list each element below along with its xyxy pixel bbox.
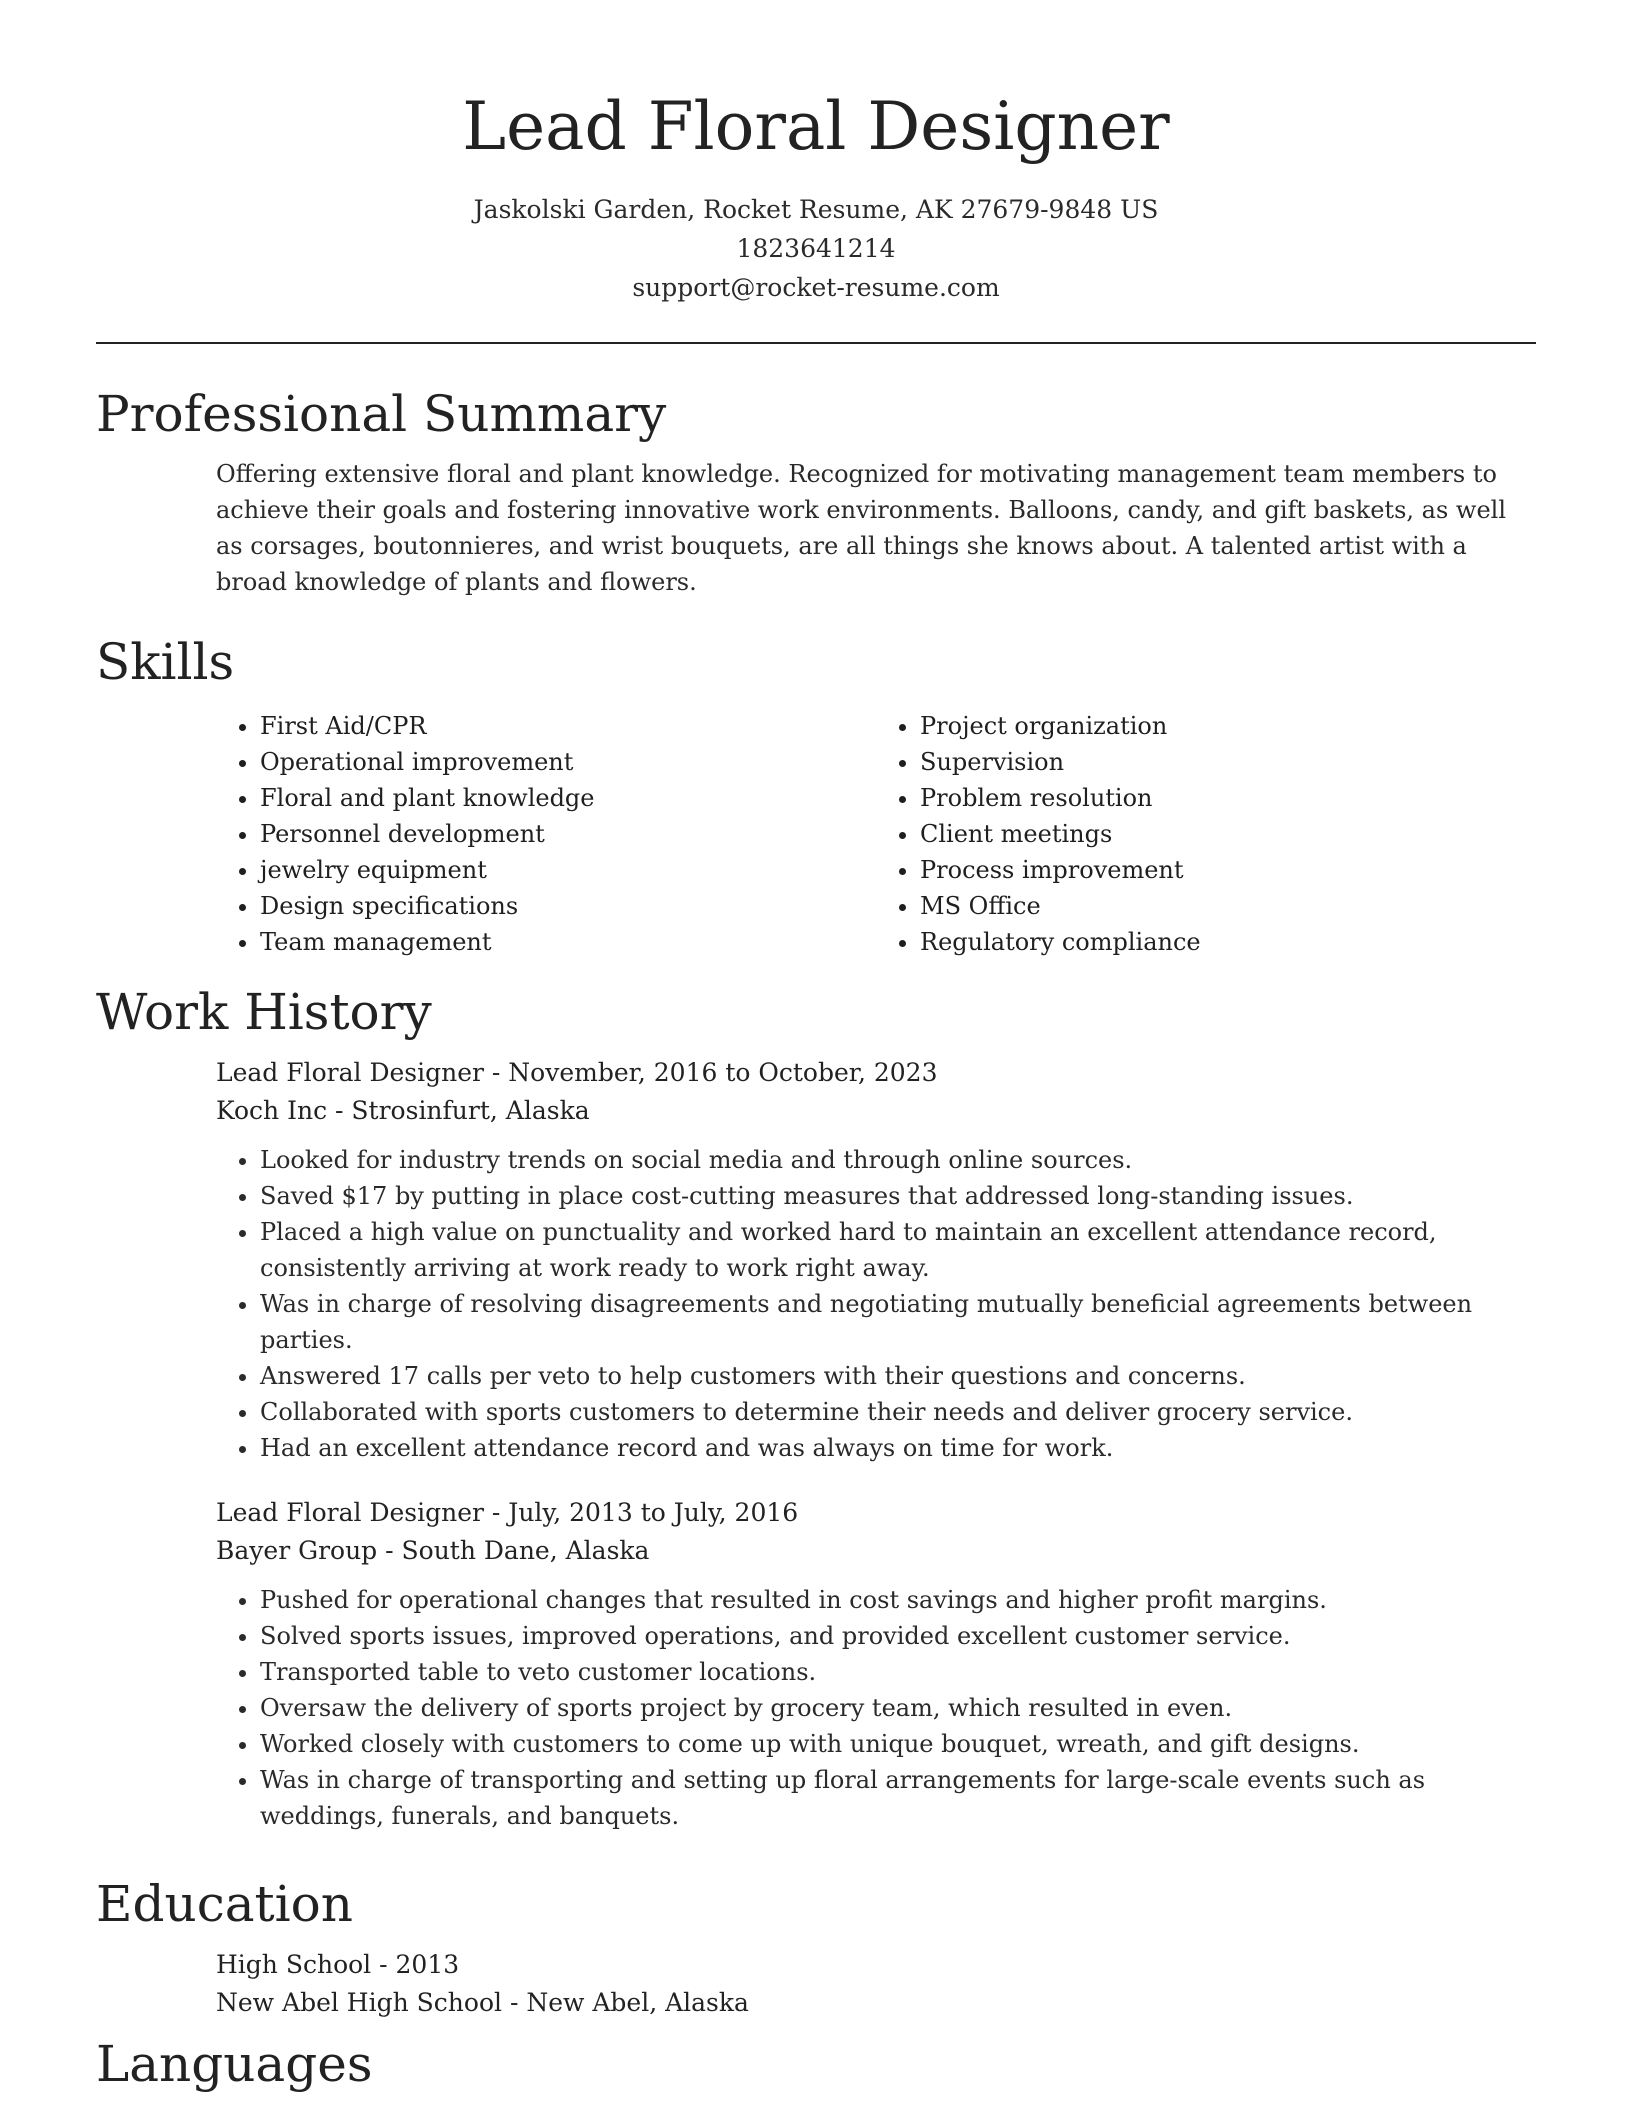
skill-item: • Supervision: [920, 744, 1536, 780]
job-bullet: • Was in charge of transporting and setting up floral arrangements for large-scale events such as weddings, funerals, and banquets.: [260, 1762, 1530, 1834]
skill-item: • MS Office: [920, 888, 1536, 924]
resume-header: [0, 0, 1632, 307]
skills-list: [216, 708, 1536, 960]
education-heading: Education: [96, 1875, 353, 1933]
summary-text: Offering extensive floral and plant knowledge. Recognized for motivating management team members to achieve their goals and fostering innovative work environments. Balloons, candy, and gift baskets, as well as corsages, boutonnieres, and wrist bouquets, are all things she knows about. A talented artist with a broad knowledge of plants and flowers.: [216, 460, 1506, 596]
resume-content: [96, 372, 1536, 2106]
skill-item: • Regulatory compliance: [920, 924, 1536, 960]
education-degree-line: [216, 1946, 1536, 1984]
job-location: - South Dane, Alaska: [377, 1536, 650, 1565]
contact-email: support@rocket-resume.com: [632, 273, 1000, 302]
skill-item: • jewelry equipment: [260, 852, 876, 888]
skill-item: • Design specifications: [260, 888, 876, 924]
job-bullet: • Pushed for operational changes that resulted in cost savings and higher profit margins.: [260, 1582, 1530, 1618]
summary-heading: Professional Summary: [96, 385, 667, 443]
skill-item: • Client meetings: [920, 816, 1536, 852]
job-title-line: [216, 1054, 1536, 1092]
job-bullet: • Worked closely with customers to come up with unique bouquet, wreath, and gift designs.: [260, 1726, 1530, 1762]
job-bullet: • Solved sports issues, improved operations, and provided excellent customer service.: [260, 1618, 1530, 1654]
contact-block: [0, 190, 1632, 307]
skills-heading: Skills: [96, 633, 235, 691]
job-bullet: • Transported table to veto customer locations.: [260, 1654, 1530, 1690]
skill-item: • Process improvement: [920, 852, 1536, 888]
education-school: New Abel High School: [216, 1988, 502, 2017]
job-company-line: [216, 1532, 1536, 1570]
skill-item: • Operational improvement: [260, 744, 876, 780]
contact-phone: 1823641214: [736, 234, 896, 263]
skills-column-right: [876, 708, 1536, 960]
job-bullet: • Saved $17 by putting in place cost-cutting measures that addressed long-standing issues.: [260, 1178, 1530, 1214]
job-bullet: • Was in charge of resolving disagreements and negotiating mutually beneficial agreements between parties.: [260, 1286, 1530, 1358]
job-title-line: [216, 1494, 1536, 1532]
job-entry: [216, 1054, 1536, 1466]
job-role: Lead Floral Designer: [216, 1058, 484, 1087]
job-company: Koch Inc: [216, 1096, 328, 1125]
job-bullet: • Oversaw the delivery of sports project by grocery team, which resulted in even.: [260, 1690, 1530, 1726]
work-history-heading: Work History: [96, 983, 432, 1041]
education-entry: [216, 1946, 1536, 2022]
languages-heading: Languages: [96, 2035, 373, 2093]
job-bullet: • Looked for industry trends on social media and through online sources.: [260, 1142, 1530, 1178]
job-bullet: • Placed a high value on punctuality and worked hard to maintain an excellent attendance record, consistently arriving at work ready to work right away.: [260, 1214, 1530, 1286]
job-bullets: [216, 1142, 1530, 1466]
skill-item: • Personnel development: [260, 816, 876, 852]
job-company-line: [216, 1092, 1536, 1130]
header-divider: [96, 342, 1536, 344]
skill-item: • Team management: [260, 924, 876, 960]
contact-address: Jaskolski Garden, Rocket Resume, AK 27679-9848 US: [473, 195, 1159, 224]
job-entry: [216, 1494, 1536, 1834]
job-company: Bayer Group: [216, 1536, 378, 1565]
job-dates: - November, 2016 to October, 2023: [483, 1058, 938, 1087]
candidate-name: Lead Floral Designer: [462, 88, 1170, 165]
education-school-line: [216, 1984, 1536, 2022]
education-location: - New Abel, Alaska: [502, 1988, 749, 2017]
job-location: - Strosinfurt, Alaska: [327, 1096, 590, 1125]
job-role: Lead Floral Designer: [216, 1498, 484, 1527]
job-bullets: [216, 1582, 1530, 1834]
job-bullet: • Had an excellent attendance record and was always on time for work.: [260, 1430, 1530, 1466]
skill-item: • Problem resolution: [920, 780, 1536, 816]
skills-column-left: [216, 708, 876, 960]
job-bullet: • Collaborated with sports customers to determine their needs and deliver grocery service.: [260, 1394, 1530, 1430]
education-degree: High School: [216, 1950, 372, 1979]
job-bullet: • Answered 17 calls per veto to help customers with their questions and concerns.: [260, 1358, 1530, 1394]
education-year: - 2013: [371, 1950, 460, 1979]
skill-item: • Project organization: [920, 708, 1536, 744]
job-dates: - July, 2013 to July, 2016: [483, 1498, 799, 1527]
skill-item: • First Aid/CPR: [260, 708, 876, 744]
skill-item: • Floral and plant knowledge: [260, 780, 876, 816]
